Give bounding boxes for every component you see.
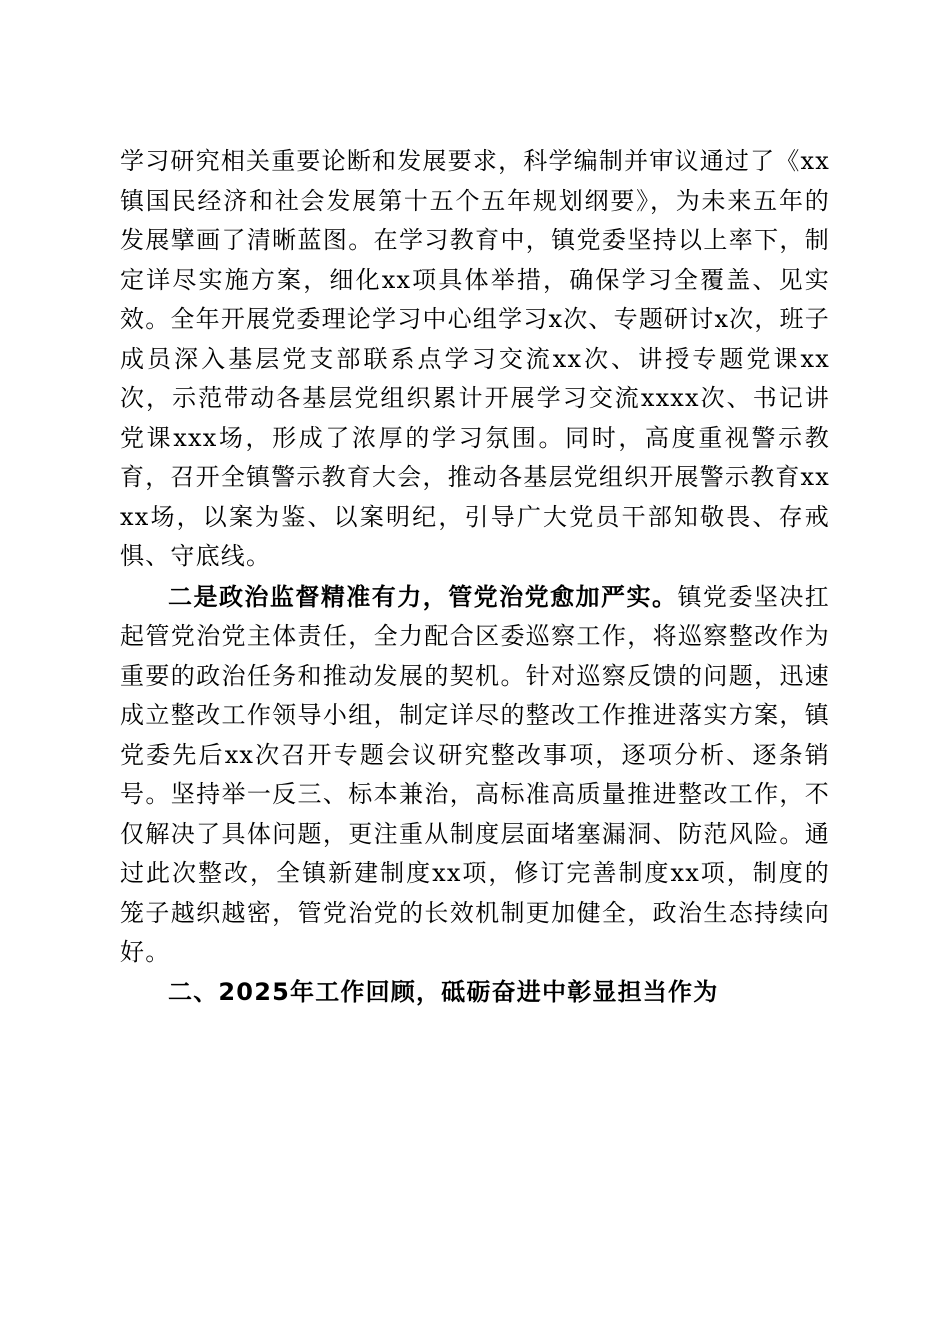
document-page [120, 142, 830, 1012]
paragraph-body-text: 镇党委坚决扛起管党治党主体责任，全力配合区委巡察工作，将巡察整改作为重要的政治任务和推动发展的契机。针对巡察反馈的问题，迅速成立整改工作领导小组，制定详尽的整改工作推进落实方案，镇党委先后xx次召开专题会议研究整改事项，逐项分析、逐条销号。坚持举一反三、标本兼治，高标准高质量推进整改工作，不仅解决了具体问题，更注重从制度层面堵塞漏洞、防范风险。通过此次整改，全镇新建制度xx项，修订完善制度xx项，制度的笼子越织越密，管党治党的长效机制更加健全，政治生态持续向好。 [120, 582, 830, 966]
body-paragraph-2 [120, 577, 830, 973]
body-paragraph-1: 学习研究相关重要论断和发展要求，科学编制并审议通过了《xx镇国民经济和社会发展第十五个五年规划纲要》，为未来五年的发展擘画了清晰蓝图。在学习教育中，镇党委坚持以上率下，制定详尽实施方案，细化xx项具体举措，确保学习全覆盖、见实效。全年开展党委理论学习中心组学习x次、专题研讨x次，班子成员深入基层党支部联系点学习交流xx次、讲授专题党课xx次，示范带动各基层党组织累计开展学习交流xxxx次、书记讲党课xxx场，形成了浓厚的学习氛围。同时，高度重视警示教育，召开全镇警示教育大会，推动各基层党组织开展警示教育xxxx场，以案为鉴、以案明纪，引导广大党员干部知敬畏、存戒惧、守底线。 [120, 147, 830, 570]
section-heading: 二、2025年工作回顾，砥砺奋进中彰显担当作为 [168, 977, 719, 1006]
paragraph-lead-sentence: 二是政治监督精准有力，管党治党愈加严实。 [168, 581, 678, 611]
